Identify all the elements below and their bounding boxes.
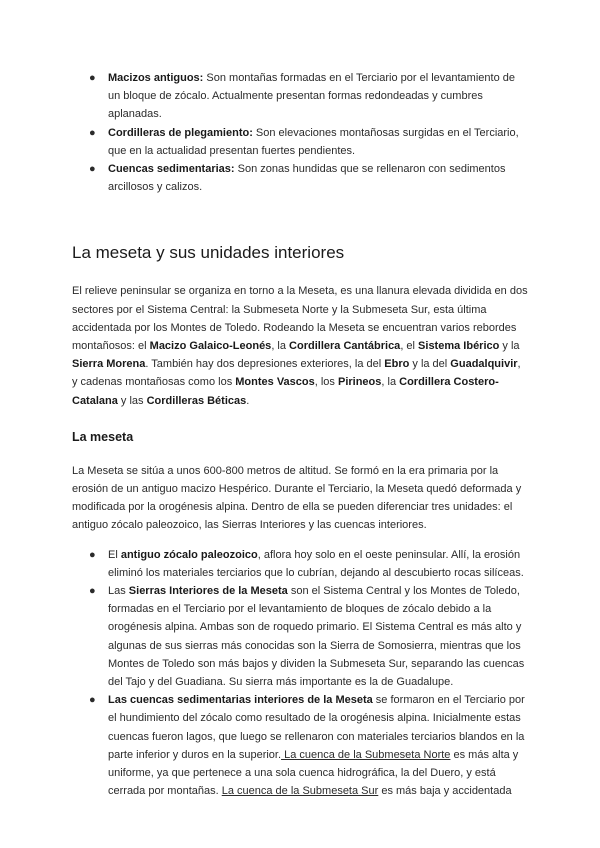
bullet-icon: ●	[89, 585, 96, 598]
meseta-paragraph: La Meseta se sitúa a unos 600-800 metros de altitud. Se formó en la era primaria por la erosión de un antiguo macizo Hespérico. Durante el Terciario, la Meseta quedó deformada y modificada por la orogénesis alpina. Dentro de ella se pueden diferenciar tres unidades: el antiguo zócalo paleozoico, las Sierras Interiores y las cuencas interiores.	[72, 464, 522, 532]
list-item	[72, 124, 528, 160]
bullet-icon: ●	[89, 694, 96, 707]
term-bold: Cuencas sedimentarias:	[108, 163, 235, 176]
submeseta-sur-link[interactable]: La cuenca de la Submeseta Sur	[221, 785, 379, 798]
bullet-icon: ●	[89, 126, 96, 139]
relief-types-list	[72, 69, 528, 196]
list-item	[72, 160, 528, 196]
submeseta-norte-link[interactable]: La cuenca de la Submeseta Norte	[281, 748, 451, 761]
list-item: ● Las cuencas sedimentarias interiores de la Meseta se formaron en el Terciario por el hundimiento del zócalo como resultado de la orogénesis alpina. Inicialmente estas cuencas fueron lagos, que luego se rellenaron con materiales terciarios blandos en la parte inferior y duros en la superior. La cuenca de la Submeseta Norte es más alta y uniforme, ya que pertenece a una sola cuenca hidrográfica, la del Duero, y está cerrada por montañas. La cuenca de la Submeseta Sur es más baja y accidentada	[72, 691, 528, 800]
list-item	[72, 69, 528, 124]
list-item-text: Son montañas formadas en el Terciario por el levantamiento de un bloque de zócalo. Actualmente presentan formas redondeadas y cumbres aplanadas.	[108, 72, 515, 121]
meseta-units-list	[72, 546, 528, 801]
list-item: ● Las Sierras Interiores de la Meseta son el Sistema Central y los Montes de Toledo, formadas en el Terciario por el levantamiento de bloques de zócalo debido a la orogénesis alpina. Ambas son de roquedo primario. El Sistema Central es más alto y algunas de sus sierras más conocidas son la Sierra de Somosierra, mientras que los Montes de Toledo son más bajos y dividen la Submeseta Sur, separando las cuencas del Tajo y del Guadiana. Su sierra más importante es la de Guadalupe.	[72, 582, 528, 691]
subsection-heading: La meseta	[72, 429, 134, 444]
term-bold: Cordilleras de plegamiento:	[108, 126, 253, 139]
document-content	[72, 69, 528, 801]
bullet-icon: ●	[89, 548, 96, 561]
bullet-icon: ●	[89, 72, 96, 84]
intro-paragraph: El relieve peninsular se organiza en torno a la Meseta, es una llanura elevada dividida en dos sectores por el Sistema Central: la Submeseta Norte y la Submeseta Sur, esta última accidentada por los Montes de Toledo. Rodeando la Meseta se encuentran varios rebordes montañosos: el Macizo Galaico-Leonés, la Cordillera Cantábrica, el Sistema Ibérico y la Sierra Morena. También hay dos depresiones exteriores, la del Ebro y la del Guadalquivir, y cadenas montañosas como los Montes Vascos, los Pirineos, la Cordillera Costero-Catalana y las Cordilleras Béticas.	[72, 285, 528, 407]
list-item: ● El antiguo zócalo paleozoico, aflora hoy solo en el oeste peninsular. Allí, la erosión eliminó los materiales terciarios que lo cubrían, dejando al descubierto rocas silíceas.	[72, 546, 528, 582]
section-heading: La meseta y sus unidades interiores	[72, 243, 345, 263]
bullet-icon: ●	[89, 163, 96, 176]
list-item-text: Son elevaciones montañosas surgidas en el Terciario, que en la actualidad presentan fuertes pendientes.	[108, 126, 519, 157]
list-item-text: Son zonas hundidas que se rellenaron con sedimentos arcillosos y calizos.	[108, 163, 506, 194]
term-bold: Macizos antiguos:	[108, 72, 204, 84]
